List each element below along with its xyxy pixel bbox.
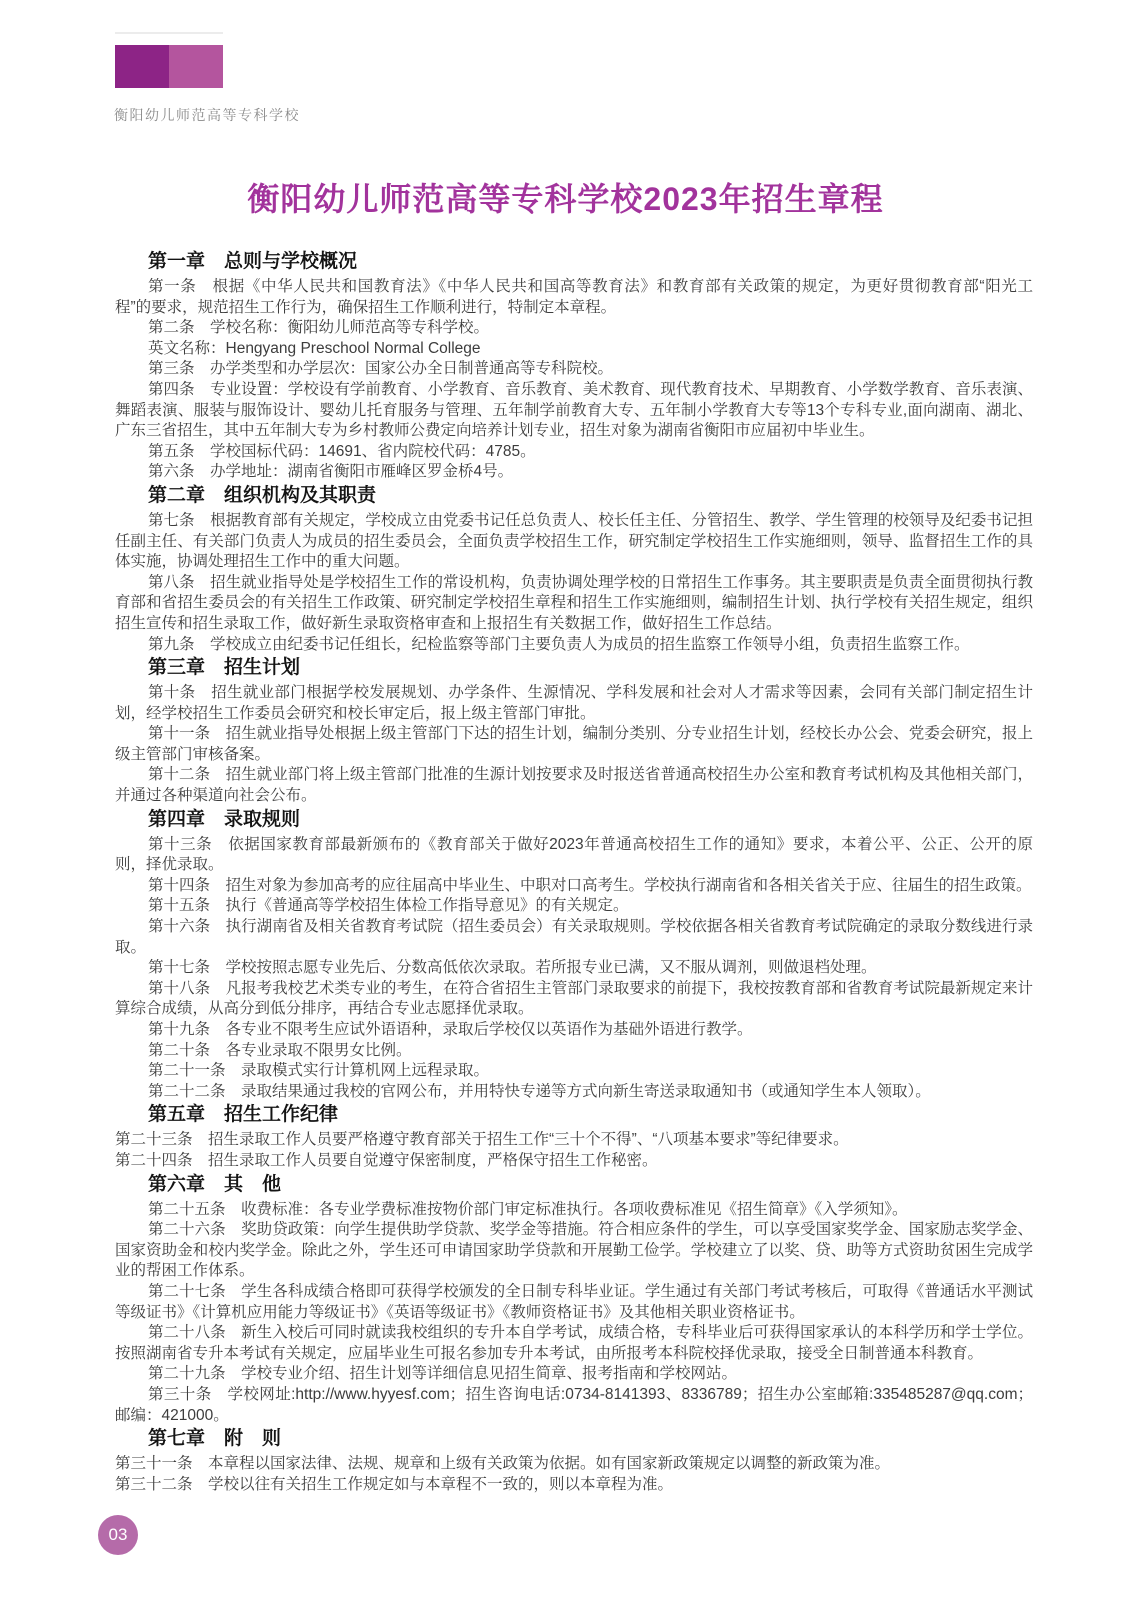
paragraph: 第三条 办学类型和办学层次：国家公办全日制普通高等专科院校。 [148,360,614,378]
paragraph: 第十一条 招生就业指导处根据上级主管部门下达的招生计划，编制分类别、分专业招生计划，经校长办公会、党委会研究，报上级主管部门审核备案。 [115,725,1033,763]
paragraph: 第二十七条 学生各科成绩合格即可获得学校颁发的全日制专科毕业证。学生通过有关部门考试考核后，可取得《普通话水平测试等级证书》《计算机应用能力等级证书》《英语等级证书》《教师资格证书》及其他相关职业资格证书。 [115,1282,1033,1321]
paragraph: 第二十六条 奖助贷政策：向学生提供助学贷款、奖学金等措施。符合相应条件的学生，可以享受国家奖学金、国家励志奖学金、国家资助金和校内奖学金。除此之外，学生还可申请国家助学贷款和开展勤工俭学。学校建立了以奖、贷、助等方式资助贫困生完成学业的帮困工作体系。 [115,1221,1033,1280]
paragraph: 第十条 招生就业部门根据学校发展规划、办学条件、生源情况、学科发展和社会对人才需求等因素，会同有关部门制定招生计划，经学校招生工作委员会研究和校长审定后，报上级主管部门审批。 [115,684,1033,722]
chapter-heading: 第三章 招生计划 [148,657,301,679]
logo-top-rule [115,32,223,34]
paragraph: 第八条 招生就业指导处是学校招生工作的常设机构，负责协调处理学校的日常招生工作事务。其主要职责是负责全面贯彻执行教育部和省招生委员会的有关招生工作政策、研究制定学校招生章程和招生工作实施细则，编制招生计划、执行学校有关招生规定，组织招生宣传和招生录取工作，做好新生录取资格审查和上报招生有关数据工作，做好招生工作总结。 [115,573,1033,632]
school-logo [115,45,223,88]
paragraph: 第十七条 学校按照志愿专业先后、分数高低依次录取。若所报专业已满，又不服从调剂，则做退档处理。 [148,959,877,977]
paragraph: 第二十三条 招生录取工作人员要严格遵守教育部关于招生工作“三十个不得”、“八项基本要求”等纪律要求。 [115,1131,849,1149]
chapter-heading: 第四章 录取规则 [148,808,301,830]
paragraph: 第一条 根据《中华人民共和国教育法》《中华人民共和国高等教育法》和教育部有关政策的规定，为更好贯彻教育部“阳光工程”的要求，规范招生工作行为，确保招生工作顺利进行，特制定本章程。 [115,278,1033,316]
chapter-heading: 第六章 其 他 [148,1173,282,1195]
document-title: 衡阳幼儿师范高等专科学校2023年招生章程 [247,181,884,217]
paragraph: 第五条 学校国标代码：14691、省内院校代码：4785。 [148,442,536,460]
logo-square-left [115,45,169,88]
paragraph: 第二十九条 学校专业介绍、招生计划等详细信息见招生简章、报考指南和学校网站。 [148,1365,738,1383]
paragraph: 第三十一条 本章程以国家法律、法规、规章和上级有关政策为依据。如有国家新政策规定以调整的新政策为准。 [115,1455,891,1473]
paragraph: 第十五条 执行《普通高等学校招生体检工作指导意见》的有关规定。 [148,897,629,915]
paragraph: 第四条 专业设置：学校设有学前教育、小学教育、音乐教育、美术教育、现代教育技术、早期教育、小学数学教育、音乐表演、舞蹈表演、服装与服饰设计、婴幼儿托育服务与管理、五年制学前教育大专、五年制小学教育大专等13个专科专业,面向湖南、湖北、广东三省招生，其中五年制大专为乡村教师公费定向培养计划专业，招生对象为湖南省衡阳市应届初中毕业生。 [115,380,1033,440]
paragraph: 第二十八条 新生入校后可同时就读我校组织的专升本自学考试，成绩合格，专科毕业后可获得国家承认的本科学历和学士学位。按照湖南省专升本考试有关规定，应届毕业生可报名参加专升本考试，由所报考本科院校择优录取，接受全日制普通本科教育。 [115,1324,1033,1362]
paragraph: 第十三条 依据国家教育部最新颁布的《教育部关于做好2023年普通高校招生工作的通知》要求，本着公平、公正、公开的原则，择优录取。 [115,835,1033,874]
paragraph: 第三十条 学校网址:http://www.hyyesf.com；招生咨询电话:0734-8141393、8336789；招生办公室邮箱:335485287@qq.com；邮编：421000。 [115,1385,1033,1424]
page-number-badge: 03 [98,1515,138,1555]
paragraph: 第二十一条 录取模式实行计算机网上远程录取。 [148,1062,490,1080]
paragraph: 第二十条 各专业录取不限男女比例。 [148,1041,412,1059]
paragraph: 第十八条 凡报考我校艺术类专业的考生，在符合省招生主管部门录取要求的前提下，我校按教育部和省教育考试院最新规定来计算综合成绩，从高分到低分排序，再结合专业志愿择优录取。 [115,979,1033,1018]
document-body [115,251,1033,1495]
paragraph: 第九条 学校成立由纪委书记任组长，纪检监察等部门主要负责人为成员的招生监察工作领导小组，负责招生监察工作。 [148,635,970,653]
paragraph: 英文名称：Hengyang Preschool Normal College [148,339,481,357]
paragraph: 第十四条 招生对象为参加高考的应往届高中毕业生、中职对口高考生。学校执行湖南省和各相关省关于应、往届生的招生政策。 [148,876,1032,894]
paragraph: 第二十二条 录取结果通过我校的官网公布，并用特快专递等方式向新生寄送录取通知书（或通知学生本人领取）。 [148,1082,931,1100]
paragraph: 第三十二条 学校以往有关招生工作规定如与本章程不一致的，则以本章程为准。 [115,1475,674,1493]
paragraph: 第十九条 各专业不限考生应试外语语种，录取后学校仅以英语作为基础外语进行教学。 [148,1021,753,1038]
paragraph: 第十二条 招生就业部门将上级主管部门批准的生源计划按要求及时报送省普通高校招生办公室和教育考试机构及其他相关部门，并通过各种渠道向社会公布。 [115,766,1033,805]
header-school-name: 衡阳幼儿师范高等专科学校 [114,107,300,123]
paragraph: 第二条 学校名称：衡阳幼儿师范高等专科学校。 [148,319,490,337]
chapter-heading: 第五章 招生工作纪律 [148,1104,339,1126]
logo-square-right [169,45,223,88]
paragraph: 第二十四条 招生录取工作人员要自觉遵守保密制度，严格保守招生工作秘密。 [115,1151,658,1169]
paragraph: 第七条 根据教育部有关规定，学校成立由党委书记任总负责人、校长任主任、分管招生、教学、学生管理的校领导及纪委书记担任副主任、有关部门负责人为成员的招生委员会，全面负责学校招生工作，研究制定学校招生工作实施细则，领导、监督招生工作的具体实施，协调处理招生工作中的重大问题。 [115,511,1033,571]
paragraph: 第十六条 执行湖南省及相关省教育考试院（招生委员会）有关录取规则。学校依据各相关省教育考试院确定的录取分数线进行录取。 [115,918,1033,956]
chapter-heading: 第一章 总则与学校概况 [148,251,358,272]
paragraph: 第二十五条 收费标准：各专业学费标准按物价部门审定标准执行。各项收费标准见《招生简章》《入学须知》。 [148,1200,908,1218]
chapter-heading: 第二章 组织机构及其职责 [148,484,377,506]
paragraph: 第六条 办学地址：湖南省衡阳市雁峰区罗金桥4号。 [148,463,514,481]
chapter-heading: 第七章 附 则 [148,1428,282,1450]
